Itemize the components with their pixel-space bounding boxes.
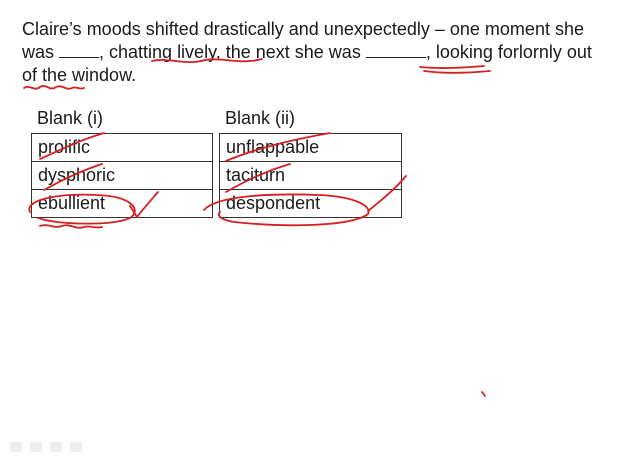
blank-ii-header: Blank (ii) <box>225 108 296 128</box>
question-sentence <box>22 18 602 87</box>
toolbar-next-icon[interactable] <box>70 442 82 452</box>
blank-i-option-ebullient[interactable]: ebullient <box>32 190 213 218</box>
question-text-part-2: , chatting lively, the next she was <box>99 42 366 62</box>
blank-ii-options-table <box>219 133 402 218</box>
question-text-part-1: Claire’s moods shifted drastically and unexpectedly – one moment she was <box>22 19 584 62</box>
blank-i-option-dysphoric[interactable]: dysphoric <box>32 162 213 190</box>
toolbar-pen-icon[interactable] <box>30 442 42 452</box>
presentation-toolbar <box>10 442 82 452</box>
blank-ii-line <box>366 41 426 58</box>
blank-ii-option-despondent[interactable]: despondent <box>220 190 402 218</box>
question-text-part-3: , looking forlornly out of the window. <box>22 42 592 85</box>
blank-ii-option-unflappable[interactable]: unflappable <box>220 134 402 162</box>
blank-i-line <box>59 41 99 58</box>
toolbar-arrow-icon[interactable] <box>10 442 22 452</box>
blank-i-header: Blank (i) <box>37 108 104 128</box>
blank-i-option-prolific[interactable]: prolific <box>32 134 213 162</box>
blank-i-options-table <box>31 133 213 218</box>
blank-ii-option-taciturn[interactable]: taciturn <box>220 162 402 190</box>
ink-stray-mark <box>482 392 485 396</box>
ink-squiggle-under-ebullient <box>40 225 102 228</box>
toolbar-menu-icon[interactable] <box>50 442 62 452</box>
